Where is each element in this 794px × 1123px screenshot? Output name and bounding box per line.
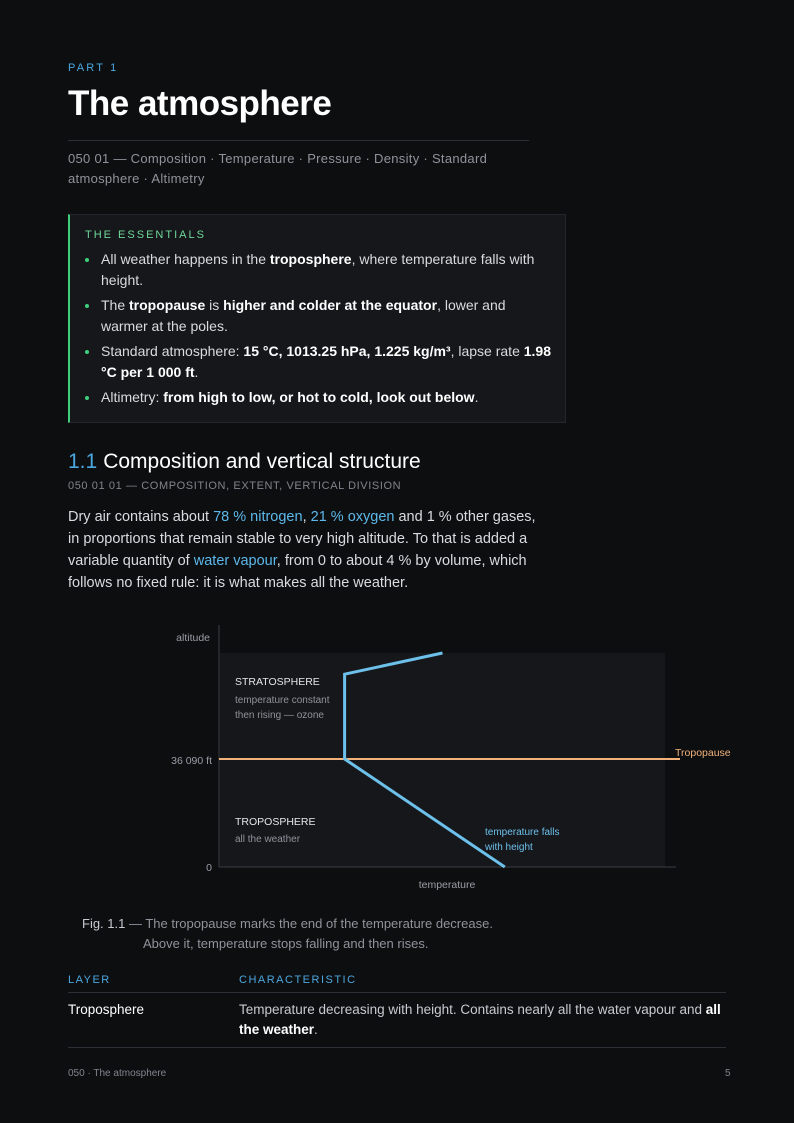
section-code: 050 01 01 — COMPOSITION, EXTENT, VERTICAL DIVISION — [68, 480, 402, 492]
troposphere-note: all the weather — [235, 834, 301, 845]
y-tick-label: 36 090 ft — [171, 755, 212, 767]
tropopause-label: Tropopause — [675, 747, 731, 759]
caption-line-2: Above it, temperature stops falling and then rises. — [143, 936, 429, 951]
curve-annotation: with height — [485, 842, 533, 853]
section-heading — [68, 450, 421, 474]
footer-running-title: 050 · The atmosphere — [68, 1068, 167, 1079]
y-axis-label: altitude — [176, 632, 210, 644]
section-number: 1.1 — [68, 450, 98, 473]
column-header-characteristic: CHARACTERISTIC — [239, 971, 726, 993]
section-paragraph: Dry air contains about 78 % nitrogen, 21 % oxygen and 1 % other gases, in proportions that remain stable to very high altitude. To that is added a variable quantity of water vapour, from 0 to about 4 % by volume, which follows no fixed rule: it is what makes all the weather. — [68, 509, 536, 591]
emphasis-text: from high to low, or hot to cold, look out below — [163, 389, 475, 405]
part-label: PART 1 — [68, 62, 119, 74]
stratosphere-note: then rising — ozone — [235, 710, 324, 721]
highlight-term: 78 % nitrogen — [213, 509, 303, 525]
essentials-box — [68, 214, 566, 423]
table-row — [68, 993, 726, 1048]
x-axis-label: temperature — [418, 879, 476, 891]
emphasis-text: 1.98 °C per 1 000 ft — [101, 343, 551, 380]
essentials-item: The tropopause is higher and colder at the equator, lower and warmer at the poles. — [85, 295, 555, 337]
essentials-item: Altimetry: from high to low, or hot to cold, look out below. — [85, 387, 555, 408]
essentials-list — [85, 249, 555, 412]
caption-line-1: — The tropopause marks the end of the temperature decrease. — [125, 916, 493, 931]
troposphere-region — [220, 759, 665, 867]
emphasis-text: higher and colder at the equator — [223, 297, 438, 313]
layer-characteristic: Temperature decreasing with height. Contains nearly all the water vapour and all the weather. — [239, 993, 726, 1048]
essentials-item: Standard atmosphere: 15 °C, 1013.25 hPa, 1.225 kg/m³, lapse rate 1.98 °C per 1 000 ft. — [85, 341, 555, 383]
page-number: 5 — [725, 1068, 731, 1079]
column-header-layer: LAYER — [68, 971, 239, 993]
emphasis-text: troposphere — [269, 251, 352, 267]
figure-number: Fig. 1.1 — [82, 916, 126, 931]
highlight-term: 21 % oxygen — [310, 509, 395, 525]
title-divider — [68, 140, 529, 141]
emphasis-text: tropopause — [129, 297, 206, 313]
essentials-item: All weather happens in the troposphere, where temperature falls with height. — [85, 249, 555, 291]
essentials-heading: THE ESSENTIALS — [85, 229, 206, 241]
curve-annotation: temperature falls — [485, 827, 560, 838]
y-tick-label: 0 — [206, 862, 212, 874]
table-header-row — [68, 971, 726, 993]
syllabus-reference: 050 01 — Composition · Temperature · Pressure · Density · Standard atmosphere · Altimetry — [68, 151, 488, 186]
emphasis-text: all the weather — [239, 1002, 721, 1037]
page-title: The atmosphere — [68, 84, 332, 123]
layer-table — [68, 971, 726, 1048]
stratosphere-label: STRATOSPHERE — [235, 676, 320, 688]
troposphere-label: TROPOSPHERE — [235, 816, 316, 828]
atmosphere-profile-chart — [150, 615, 731, 900]
highlight-term: water vapour — [193, 553, 277, 569]
figure-caption — [82, 914, 602, 954]
stratosphere-note: temperature constant — [235, 695, 330, 706]
layer-name: Troposphere — [68, 993, 239, 1048]
emphasis-text: 15 °C, 1013.25 hPa, 1.225 kg/m³ — [243, 343, 451, 359]
section-title: Composition and vertical structure — [103, 450, 421, 473]
stratosphere-region — [220, 653, 665, 759]
